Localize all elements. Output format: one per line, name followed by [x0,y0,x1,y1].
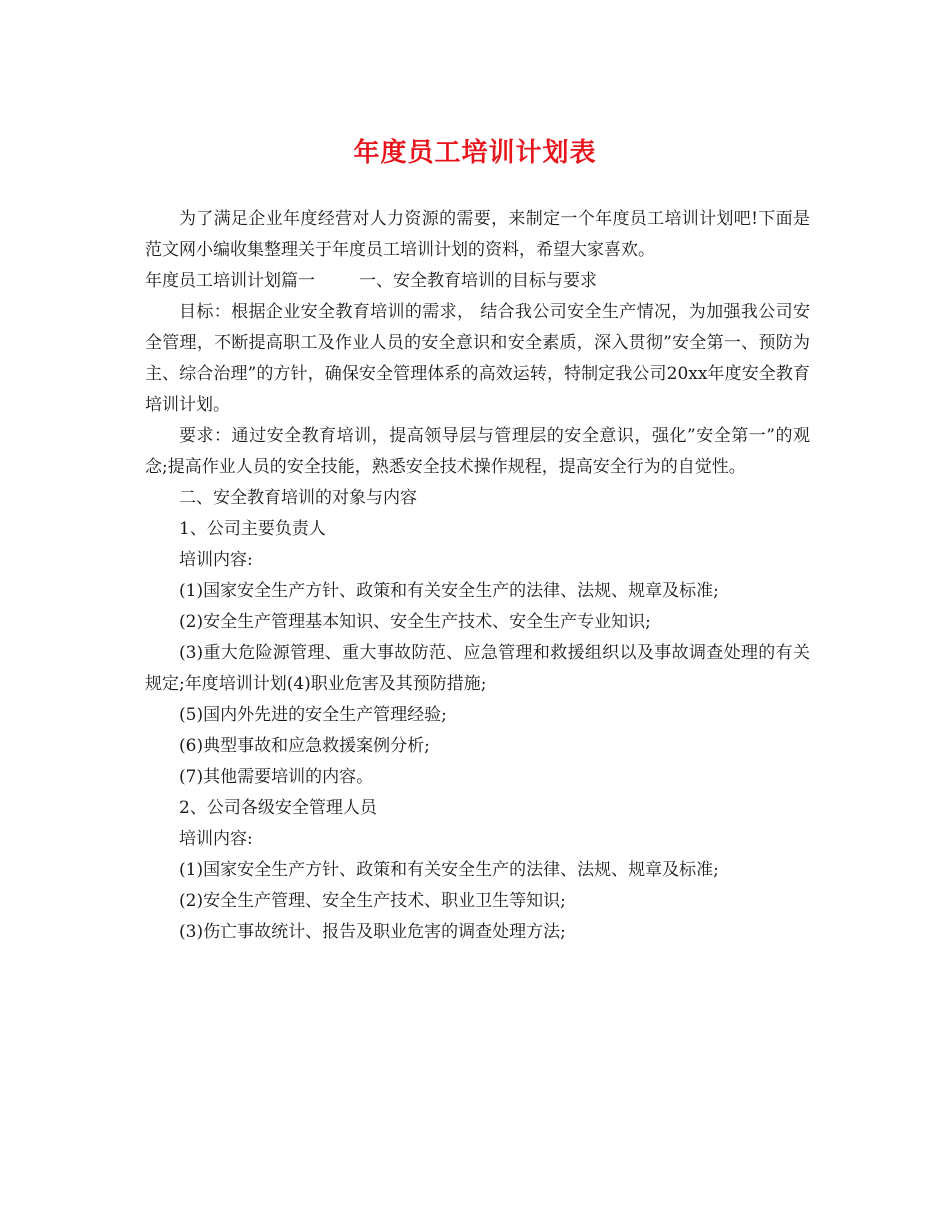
section-label: 年度员工培训计划篇一 [145,271,315,291]
document-body [145,204,810,948]
section-heading-2: 二、安全教育培训的对象与内容 [179,488,417,508]
list-item: (1)国家安全生产方针、政策和有关安全生产的法律、法规、规章及标准; [179,860,719,880]
document-title: 年度员工培训计划表 [353,138,597,168]
list-item: (3)伤亡事故统计、报告及职业危害的调查处理方法; [179,922,566,942]
intro-paragraph: 为了满足企业年度经营对人力资源的需要，来制定一个年度员工培训计划吧!下面是范文网小编收集整理关于年度员工培训计划的资料，希望大家喜欢。 [145,209,810,260]
list-item: (2)安全生产管理、安全生产技术、职业卫生等知识; [179,891,566,911]
list-item: (3)重大危险源管理、重大事故防范、应急管理和救援组织以及事故调查处理的有关规定;年度培训计划(4)职业危害及其预防措施; [145,643,810,694]
group-1-content-label: 培训内容: [179,550,253,570]
list-item: (1)国家安全生产方针、政策和有关安全生产的法律、法规、规章及标准; [179,581,719,601]
section-line [145,266,810,297]
list-item: (2)安全生产管理基本知识、安全生产技术、安全生产专业知识; [179,612,651,632]
section-heading-1: 一、安全教育培训的目标与要求 [359,271,597,291]
requirement-paragraph: 要求：通过安全教育培训，提高领导层与管理层的安全意识，强化”安全第一”的观念;提高作业人员的安全技能，熟悉安全技术操作规程，提高安全行为的自觉性。 [145,426,810,477]
goal-paragraph: 目标：根据企业安全教育培训的需求， 结合我公司安全生产情况，为加强我公司安全管理，不断提高职工及作业人员的安全意识和安全素质，深入贯彻”安全第一、预防为主、综合治理”的方针，确保安全管理体系的高效运转，特制定我公司20xx年度安全教育培训计划。 [145,302,810,415]
list-item: (7)其他需要培训的内容。 [179,767,374,787]
list-item: (6)典型事故和应急救援案例分析; [179,736,430,756]
group-2-heading: 2、公司各级安全管理人员 [179,798,377,818]
group-2-content-label: 培训内容: [179,829,253,849]
group-1-heading: 1、公司主要负责人 [179,519,326,539]
list-item: (5)国内外先进的安全生产管理经验; [179,705,447,725]
